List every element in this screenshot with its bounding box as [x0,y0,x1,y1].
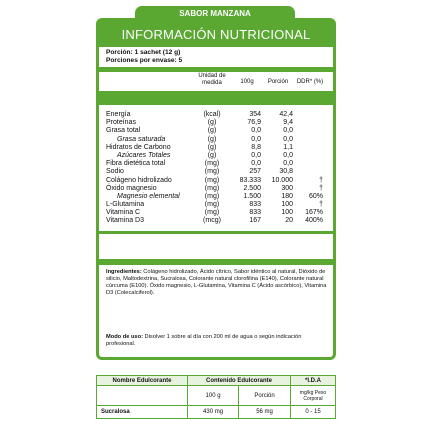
nutrient-ddr: † [319,176,323,184]
sweetener-name-header: Nombre Edulcorante [97,376,188,386]
portion-size: Porción: 1 sachet (12 g) [106,49,181,56]
nutrient-name: Azúcares Totales [117,151,171,159]
panel-title: INFORMACIÓN NUTRICIONAL [99,21,333,47]
table-row [99,193,333,201]
col-unit-header: Unidad de medida [198,73,226,86]
table-row [99,201,333,209]
nutrient-name: L-Glutamina [106,201,145,209]
nutrient-name: Sodio [106,168,124,176]
nutrient-value-100g: 2.500 [243,184,261,192]
table-row [99,185,333,193]
nutrition-panel [96,18,336,360]
table-row [99,127,333,135]
sweetener-sub-100g: 100 g [188,386,239,406]
divider-ingredients [99,259,333,265]
sweetener-sub-unit: mg/kg Peso Corporal [291,386,336,406]
nutrient-unit: (g) [207,143,217,151]
nutrient-value-portion: 300 [281,184,293,192]
nutrient-name: Hidratos de Carbono [106,143,171,151]
nutrient-value-portion: 0,0 [283,127,293,135]
nutrient-unit: (mg) [204,201,220,209]
sweetener-100g-value: 430 mg [188,406,239,419]
table-row [99,209,333,217]
nutrient-value-portion: 0,0 [283,151,293,159]
sweetener-table [96,375,336,419]
divider-thick [99,67,333,72]
sweetener-ida-header: *I.D.A [291,376,336,386]
nutrient-value-100g: 833 [249,209,261,217]
nutrient-unit: (g) [207,127,217,135]
col-ddr-header: DDR* (%) [296,79,324,85]
nutrient-value-100g: 354 [249,111,261,118]
nutrient-unit: (mg) [204,160,220,168]
nutrient-value-portion: 42,4 [279,111,293,118]
table-row [99,119,333,127]
flavor-tab: SABOR MANZANA [135,6,295,20]
table-row [99,217,333,225]
nutrient-value-portion: 1,1 [283,143,293,151]
portions-per-package: Porciones por envase: 5 [106,57,183,64]
nutrient-name: Grasa total [106,127,141,135]
table-row [99,177,333,185]
nutrient-name: Proteínas [106,119,136,127]
divider-bottom [99,231,333,234]
nutrient-value-portion: 0,0 [283,135,293,143]
table-row [99,160,333,168]
sweetener-content-header: Contenido Edulcorante [188,376,291,386]
usage-label: Modo de uso: [106,334,143,340]
portion-info [106,49,182,65]
usage-text: Disolver 1 sobre al día con 200 ml de agua o según indicación profesional. [106,334,302,347]
sweetener-portion-value: 56 mg [239,406,291,419]
nutrient-value-100g: 76,9 [247,119,261,127]
nutrient-ddr: 167% [305,209,323,217]
col-portion-header: Porción [267,79,289,85]
table-row [99,111,333,119]
nutrient-table [99,111,333,226]
nutrient-value-portion: 100 [281,201,293,209]
nutrient-value-portion: 100 [281,209,293,217]
table-row [99,152,333,160]
nutrient-ddr: 400% [305,217,323,225]
nutrient-unit: (mg) [204,176,220,184]
nutrient-value-100g: 833 [249,201,261,209]
nutrient-value-portion: 30,8 [279,168,293,176]
divider-band [99,91,333,105]
nutrient-value-100g: 1.500 [243,192,261,200]
nutrient-value-portion: 9,4 [283,119,293,127]
nutrient-value-100g: 0,0 [251,135,261,143]
nutrient-unit: (g) [207,151,217,159]
nutrient-value-100g: 83.333 [239,176,261,184]
nutrient-value-100g: 167 [249,217,261,225]
nutrient-value-portion: 180 [281,192,293,200]
table-row [99,136,333,144]
usage-instructions [106,334,328,348]
nutrient-unit: (mcg) [203,217,221,225]
ingredients-label: Ingredientes: [106,269,142,275]
nutrient-value-100g: 0,0 [251,160,261,168]
table-row [99,168,333,176]
ingredients [106,269,328,297]
nutrient-name: Fibra dietética total [106,160,166,168]
nutrient-name: Colágeno hidrolizado [106,176,172,184]
nutrient-name: Energía [106,111,131,118]
nutrient-unit: (mg) [204,209,220,217]
nutrient-unit: (kcal) [203,111,221,118]
table-row [99,144,333,152]
sweetener-empty-cell [97,386,188,406]
sweetener-ida-value: 0 - 15 [291,406,336,419]
nutrient-value-100g: 0,0 [251,151,261,159]
nutrient-unit: (g) [207,135,217,143]
nutrient-value-portion: 20 [285,217,293,225]
nutrient-value-100g: 8,8 [251,143,261,151]
nutrient-name: Vitamina C [106,209,141,217]
nutrient-name: Vitamina D3 [106,217,145,225]
nutrient-unit: (mg) [204,184,220,192]
nutrient-value-portion: 0,0 [283,160,293,168]
sweetener-name: Sucralosa [97,406,188,419]
col-100g-header: 100g [240,79,254,85]
nutrient-value-portion: 10.000 [271,176,293,184]
nutrient-name: Grasa saturada [117,135,166,143]
nutrient-unit: (mg) [204,168,220,176]
nutrient-ddr: † [319,184,323,192]
nutrient-name: Magnesio elemental [117,192,180,200]
nutrient-ddr: 60% [308,192,323,200]
sweetener-sub-portion: Porción [239,386,291,406]
nutrient-value-100g: 257 [249,168,261,176]
nutrient-unit: (g) [207,119,217,127]
nutrient-unit: (mg) [204,192,220,200]
ingredients-text: Colágeno hidrolizado, Ácido cítrico, Sabor idéntico al natural, Dióxido de silicio, Maltodextrina, Sucralosa, Colorante natural clorofilina (E140), Colorante natural cúrcuma (E100). Óxido magnesio, L-Glutamina, Vitamina C (Ácido ascórbico), Vitamina D3 (Colecalciferol). [106,269,327,296]
nutrient-value-100g: 0,0 [251,127,261,135]
nutrient-name: Óxido magnesio [106,184,157,192]
nutrient-ddr: † [319,201,323,209]
